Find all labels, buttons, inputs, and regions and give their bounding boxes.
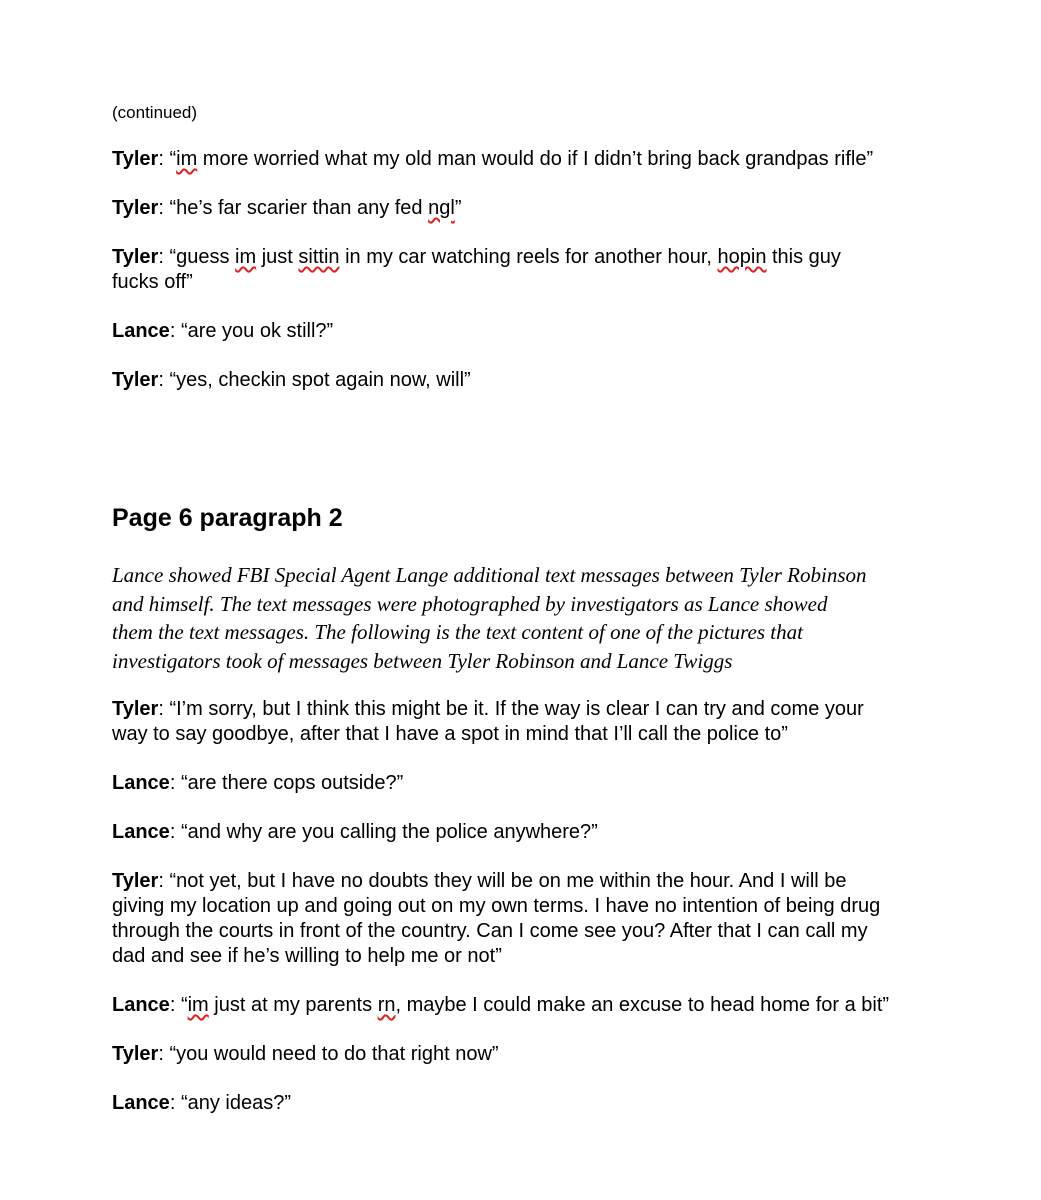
narration-line: Lance showed FBI Special Agent Lange additional text messages between Tyler Robinson <box>112 563 867 587</box>
message-text: “ <box>180 994 188 1016</box>
speaker-name: Tyler <box>112 197 159 219</box>
narration-line: investigators took of messages between Tyler Robinson and Lance Twiggs <box>112 648 733 673</box>
section-spacer <box>112 417 952 503</box>
message-text: way to say goodbye, after that I have a spot in mind that I’ll call the police to” <box>112 723 788 745</box>
message-text: “are there cops outside?” <box>180 772 404 794</box>
message-lance <box>112 771 952 796</box>
message-tyler <box>112 368 952 393</box>
message-text: , maybe I could make an excuse to head home for a bit” <box>395 994 890 1016</box>
speaker-name: Tyler <box>112 148 159 170</box>
narration-line: and himself. The text messages were photographed by investigators as Lance showed <box>112 591 828 616</box>
speaker-separator: : <box>158 197 170 219</box>
message-tyler <box>112 869 952 969</box>
speaker-name: Tyler <box>112 698 159 720</box>
speaker-name: Lance <box>112 994 170 1016</box>
speaker-separator: : <box>158 1043 170 1065</box>
speaker-separator: : <box>158 698 170 720</box>
message-text: “you would need to do that right now” <box>169 1043 499 1065</box>
message-text: “guess <box>169 246 236 268</box>
speaker-name: Lance <box>112 821 170 843</box>
message-text: this guy <box>766 246 841 268</box>
message-text: “he’s far scarier than any fed <box>169 197 429 219</box>
message-text: through the courts in front of the country. Can I come see you? After that I can call my <box>112 920 868 942</box>
message-tyler <box>112 245 952 295</box>
speaker-separator: : <box>158 870 170 892</box>
message-text: in my car watching reels for another hour, <box>339 246 718 268</box>
message-text: “ <box>169 148 177 170</box>
message-tyler <box>112 697 952 747</box>
speaker-name: Tyler <box>112 369 159 391</box>
message-text: fucks off” <box>112 271 193 293</box>
message-text: ” <box>454 197 462 219</box>
speaker-name: Tyler <box>112 870 159 892</box>
message-text: just <box>256 246 299 268</box>
messages-part-2 <box>112 697 952 1116</box>
speaker-separator: : <box>169 320 181 342</box>
speaker-separator: : <box>158 246 170 268</box>
message-tyler <box>112 147 952 172</box>
message-tyler <box>112 196 952 221</box>
message-text: just at my parents <box>208 994 378 1016</box>
message-tyler <box>112 1042 952 1067</box>
message-text: “any ideas?” <box>180 1092 291 1114</box>
message-text: “not yet, but I have no doubts they will be on me within the hour. And I will be <box>169 870 847 892</box>
message-text: “and why are you calling the police anywhere?” <box>180 821 598 843</box>
speaker-separator: : <box>169 772 181 794</box>
misspelled-word: im <box>176 148 198 170</box>
misspelled-word: im <box>235 246 257 268</box>
misspelled-word: sittin <box>298 246 340 268</box>
misspelled-word: im <box>187 994 209 1016</box>
speaker-name: Lance <box>112 320 170 342</box>
misspelled-word: hopin <box>717 246 767 268</box>
speaker-name: Tyler <box>112 246 159 268</box>
speaker-separator: : <box>158 148 170 170</box>
message-text: “are you ok still?” <box>180 320 334 342</box>
narration-line: them the text messages. The following is the text content of one of the pictures that <box>112 620 803 644</box>
message-lance <box>112 993 952 1018</box>
message-lance <box>112 319 952 344</box>
speaker-name: Tyler <box>112 1043 159 1065</box>
speaker-name: Lance <box>112 772 170 794</box>
document-page <box>112 102 952 1140</box>
messages-part-1 <box>112 147 952 393</box>
message-lance <box>112 820 952 845</box>
message-text: giving my location up and going out on my own terms. I have no intention of being drug <box>112 895 881 917</box>
section-heading: Page 6 paragraph 2 <box>112 504 343 532</box>
narration-paragraph <box>112 561 947 675</box>
message-text: dad and see if he’s willing to help me or not” <box>112 945 502 967</box>
speaker-separator: : <box>169 994 181 1016</box>
speaker-separator: : <box>169 1092 181 1114</box>
message-text: “yes, checkin spot again now, will” <box>169 369 471 391</box>
message-lance <box>112 1091 952 1116</box>
speaker-separator: : <box>158 369 170 391</box>
speaker-separator: : <box>169 821 181 843</box>
misspelled-word: rn <box>377 994 396 1016</box>
continued-label: (continued) <box>112 103 198 122</box>
speaker-name: Lance <box>112 1092 170 1114</box>
message-text: more worried what my old man would do if I didn’t bring back grandpas rifle” <box>197 148 874 170</box>
misspelled-word: ngl <box>428 197 455 219</box>
message-text: “I’m sorry, but I think this might be it. If the way is clear I can try and come your <box>169 698 864 720</box>
